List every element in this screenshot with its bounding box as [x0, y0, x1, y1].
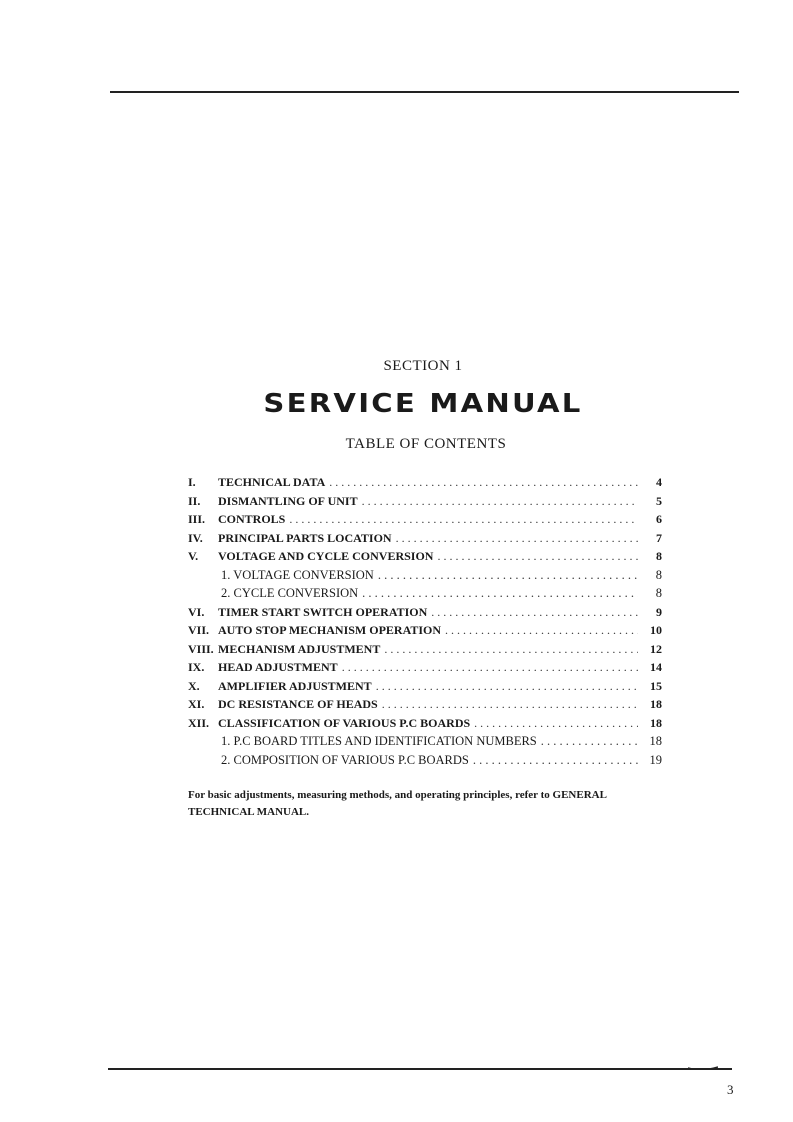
toc-entry-page: 7	[656, 530, 662, 545]
toc-entry-title: DISMANTLING OF UNIT	[218, 493, 358, 508]
toc-entry-title: VOLTAGE AND CYCLE CONVERSION	[218, 549, 434, 563]
toc-subentry	[188, 734, 662, 753]
dot-leader	[378, 568, 638, 583]
dot-leader	[445, 623, 638, 638]
toc-entry	[188, 605, 662, 624]
toc-entry-page: 15	[650, 678, 662, 693]
toc-entry-page: 6	[656, 512, 662, 526]
toc-entry	[188, 697, 662, 716]
toc-entry	[188, 512, 662, 531]
toc-entry-title: CLASSIFICATION OF VARIOUS P.C BOARDS	[218, 715, 471, 730]
dot-leader	[437, 549, 638, 564]
toc-entry-number: X.	[188, 678, 200, 693]
toc-heading: TABLE OF CONTENTS	[345, 436, 507, 452]
dot-leader	[396, 531, 638, 546]
toc-entry-page: 8	[656, 549, 662, 563]
toc-entry-title: 2. CYCLE CONVERSION	[221, 586, 359, 600]
toc-entry-number: II.	[188, 493, 201, 508]
dot-leader	[362, 494, 638, 509]
toc-subentry	[188, 586, 662, 605]
dot-leader	[473, 753, 638, 768]
toc-entry-page: 9	[656, 604, 662, 619]
toc-entry	[188, 623, 662, 642]
section-label: SECTION 1	[383, 358, 463, 374]
toc-entry-number: VIII.	[188, 641, 214, 656]
toc-entry	[188, 494, 662, 513]
toc-entry-number: III.	[188, 512, 206, 526]
toc-entry-title: 1. P.C BOARD TITLES AND IDENTIFICATION NUMBERS	[221, 734, 537, 748]
toc-entry-title: DC RESISTANCE OF HEADS	[218, 697, 378, 711]
footnote: For basic adjustments, measuring methods, and operating principles, refer to GENERAL TECHNICAL MANUAL.	[188, 789, 607, 818]
toc-entry-page: 8	[655, 567, 662, 582]
toc-entry-title: CONTROLS	[218, 512, 286, 526]
rule-curl-mark	[688, 1060, 718, 1070]
toc-entry	[188, 660, 662, 679]
toc-entry	[188, 549, 662, 568]
dot-leader	[384, 642, 638, 657]
toc-entry-title: TECHNICAL DATA	[218, 475, 326, 489]
toc-entry-page: 14	[650, 660, 662, 674]
toc-entry-number: VII.	[188, 623, 210, 637]
toc-entry-page: 12	[650, 641, 662, 656]
toc-entry-page: 10	[650, 623, 662, 637]
dot-leader	[289, 512, 638, 527]
toc-entry-number: XI.	[188, 697, 205, 711]
toc-entry	[188, 679, 662, 698]
toc-entry-title: 2. COMPOSITION OF VARIOUS P.C BOARDS	[221, 752, 469, 767]
toc-entry-number: IX.	[188, 660, 205, 674]
toc-entry-number: V.	[188, 549, 199, 563]
top-rule	[110, 91, 739, 93]
toc-entry-title: MECHANISM ADJUSTMENT	[218, 641, 381, 656]
toc-entry-number: XII.	[188, 715, 210, 730]
toc-entry-title: HEAD ADJUSTMENT	[218, 660, 338, 674]
toc-subentry	[188, 753, 662, 772]
toc-entry	[188, 531, 662, 550]
dot-leader	[342, 660, 638, 675]
dot-leader	[329, 475, 638, 490]
toc-entry-page: 18	[650, 715, 662, 730]
toc-entry-number: VI.	[188, 604, 205, 619]
toc-subentry	[188, 568, 662, 587]
dot-leader	[474, 716, 638, 731]
table-of-contents	[188, 475, 662, 771]
bottom-rule	[108, 1068, 732, 1070]
toc-entry-page: 4	[656, 475, 662, 489]
toc-entry-page: 8	[655, 586, 662, 600]
dot-leader	[541, 734, 638, 749]
manual-title: SERVICE MANUAL	[263, 389, 583, 419]
toc-entry-title: AMPLIFIER ADJUSTMENT	[218, 678, 372, 693]
dot-leader	[431, 605, 638, 620]
toc-entry-page: 18	[650, 697, 662, 711]
toc-entry	[188, 716, 662, 735]
toc-entry	[188, 642, 662, 661]
toc-entry-title: TIMER START SWITCH OPERATION	[218, 604, 428, 619]
toc-entry-page: 19	[649, 752, 662, 767]
dot-leader	[362, 586, 638, 601]
toc-entry-number: I.	[188, 475, 196, 489]
toc-entry-title: 1. VOLTAGE CONVERSION	[221, 567, 374, 582]
dot-leader	[382, 697, 638, 712]
dot-leader	[376, 679, 638, 694]
toc-entry-title: PRINCIPAL PARTS LOCATION	[218, 530, 392, 545]
toc-entry-title: AUTO STOP MECHANISM OPERATION	[218, 623, 442, 637]
toc-entry-number: IV.	[188, 530, 203, 545]
toc-entry	[188, 475, 662, 494]
toc-entry-page: 5	[656, 493, 662, 508]
page-number: 3	[727, 1082, 734, 1097]
toc-entry-page: 18	[649, 734, 662, 748]
